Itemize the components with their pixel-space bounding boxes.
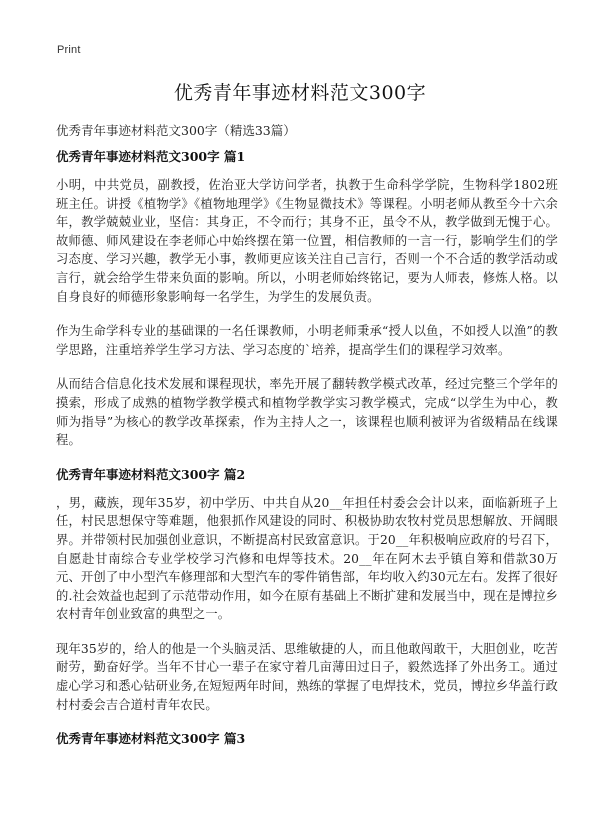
page-subtitle: 优秀青年事迹材料范文300字（精选33篇） bbox=[56, 123, 296, 138]
paragraph: 小明，中共党员，副教授，佐治亚大学访问学者，执教于生命科学学院，生物科学1802班班主任。讲授《植物学》《植物地理学》《生物显微技术》等课程。小明老师从教至今十六余年，教学兢兢业业，坚信：其身正，不令而行；其身不正，虽令不从，教学做到无愧于心。故师德、师风建设在李老师心中始终摆在第一位置，相信教师的一言一行，影响学生们的学习态度、学习兴趣，教学无小事，教师更应该关注自己言行，否则一个不合适的教学活动或言行，就会给学生带来负面的影响。所以，小明老师始终铭记，要为人师表，修炼人格。以自身良好的师德形象影响每一名学生，为学生的发展负责。 bbox=[56, 178, 558, 304]
paragraph: ，男，藏族，现年35岁，初中学历、中共自从20__年担任村委会会计以来，面临新班子上任，村民思想保守等难题，他狠抓作风建设的同时、积极协助农牧村党员思想解放、开阔眼界。并带领村民加强创业意识，不断提高村民致富意识。于20__年积极响应政府的号召下，自愿赴甘南综合专业学校学习汽修和电焊等技术。20__年在阿木去乎镇自筹和借款30万元、开创了中小型汽车修理部和大型汽车的零件销售部，年均收入约30元左右。发挥了很好的.社会效益也起到了示范带动作用，如今在原有基础上不断扩建和发展当中，现在是博拉乡农村青年创业致富的典型之一。 bbox=[56, 495, 558, 622]
section-heading: 优秀青年事迹材料范文300字 篇1 bbox=[56, 149, 246, 164]
section-heading: 优秀青年事迹材料范文300字 篇3 bbox=[56, 731, 246, 747]
section-heading: 优秀青年事迹材料范文300字 篇2 bbox=[56, 466, 246, 482]
page-title: 优秀青年事迹材料范文300字 bbox=[173, 82, 427, 104]
article-body bbox=[56, 148, 558, 758]
print-label[interactable]: Print bbox=[57, 44, 81, 56]
paragraph: 作为生命学科专业的基础课的一名任课教师，小明老师秉承“授人以鱼，不如授人以渔”的教学思路，注重培养学生学习方法、学习态度的`培养，提高学生们的课程学习效率。 bbox=[56, 324, 558, 357]
paragraph: 现年35岁的，给人的他是一个头脑灵活、思维敏捷的人，而且他敢闯敢干，大胆创业，吃苦耐劳，勤奋好学。当年不甘心一辈子在家守着几亩薄田过日子，毅然选择了外出务工。通过虚心学习和悉心钻研业务,在短短两年时间，熟练的掌握了电焊技术，党员，博拉乡华盖行政村村委会吉合道村青年农民。 bbox=[56, 641, 558, 712]
paragraph: 从而结合信息化技术发展和课程现状，率先开展了翻转教学模式改革，经过完整三个学年的摸索，形成了成熟的植物学教学模式和植物学教学实习教学模式，完成“以学生为中心，教师为指导”为核心的教学改革探索，作为主持人之一，该课程也顺利被评为省级精品在线课程。 bbox=[56, 377, 558, 448]
